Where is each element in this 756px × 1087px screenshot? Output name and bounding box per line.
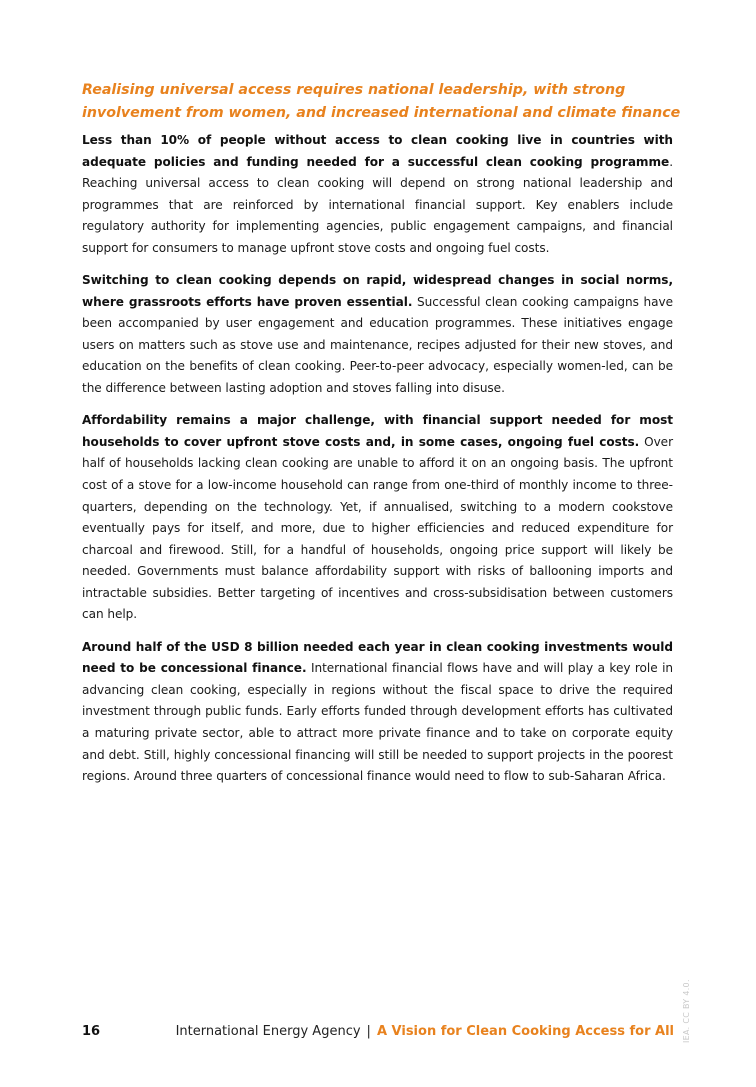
paragraph-lead: Affordability remains a major challenge, with financial support needed for most households to cover upfront stove costs and, in some cases, ongoing fuel costs.	[82, 413, 673, 449]
footer-publication-info	[176, 1024, 674, 1039]
paragraph-clean-cooking-policies	[82, 130, 673, 260]
paragraph-text: International financial flows have and will play a key role in advancing clean cooking, especially in regions without the fiscal space to drive the required investment through public funds. Early efforts funded through development efforts has cultivated a maturing private sector, able to attract more private finance and to take on corporate equity and debt. Still, highly concessional financing will still be needed to support projects in the poorest regions. Around three quarters of concessional finance would need to flow to sub-Saharan Africa.	[82, 661, 673, 784]
footer-separator: |	[366, 1024, 371, 1039]
paragraph-text: . Reaching universal access to clean cooking will depend on strong national leadership and programmes that are reinforced by international financial support. Key enablers include regulatory authority for implementing agencies, public engagement campaigns, and financial support for consumers to manage upfront stove costs and ongoing fuel costs.	[82, 154, 673, 255]
section-heading: Realising universal access requires national leadership, with strong involvement from women, and increased international and climate finance	[82, 82, 681, 121]
license-notice: IEA. CC BY 4.0.	[682, 979, 691, 1043]
paragraph-affordability	[82, 410, 673, 626]
body-text	[82, 130, 673, 798]
paragraph-social-norms	[82, 270, 673, 400]
paragraph-concessional-finance	[82, 637, 673, 788]
paragraph-lead: Less than 10% of people without access to clean cooking live in countries with adequate policies and funding needed for a successful clean cooking programme	[82, 133, 673, 169]
publication-title: A Vision for Clean Cooking Access for All	[376, 1024, 674, 1039]
organization-name: International Energy Agency	[175, 1024, 361, 1039]
paragraph-text: Over half of households lacking clean cooking are unable to afford it on an ongoing basis. The upfront cost of a stove for a low-income household can range from one-third of monthly income to three-quarters, depending on the technology. Yet, if annualised, switching to a modern cookstove eventually pays for itself, and more, due to higher efficiencies and reduced expenditure for charcoal and firewood. Still, for a handful of households, ongoing price support will likely be needed. Governments must balance affordability support with risks of ballooning imports and intractable subsidies. Better targeting of incentives and cross-subsidisation between customers can help.	[82, 434, 673, 622]
paragraph-lead: Switching to clean cooking depends on rapid, widespread changes in social norms, where grassroots efforts have proven essential.	[82, 273, 673, 309]
page-footer	[82, 1024, 674, 1044]
page-number: 16	[82, 1024, 101, 1039]
paragraph-lead: Around half of the USD 8 billion needed each year in clean cooking investments would need to be concessional finance.	[82, 639, 673, 676]
paragraph-text: Successful clean cooking campaigns have been accompanied by user engagement and education programmes. These initiatives engage users on matters such as stove use and maintenance, recipes adjusted for their new stoves, and education on the benefits of clean cooking. Peer-to-peer advocacy, especially women-led, can be the difference between lasting adoption and stoves falling into disuse.	[82, 294, 673, 396]
